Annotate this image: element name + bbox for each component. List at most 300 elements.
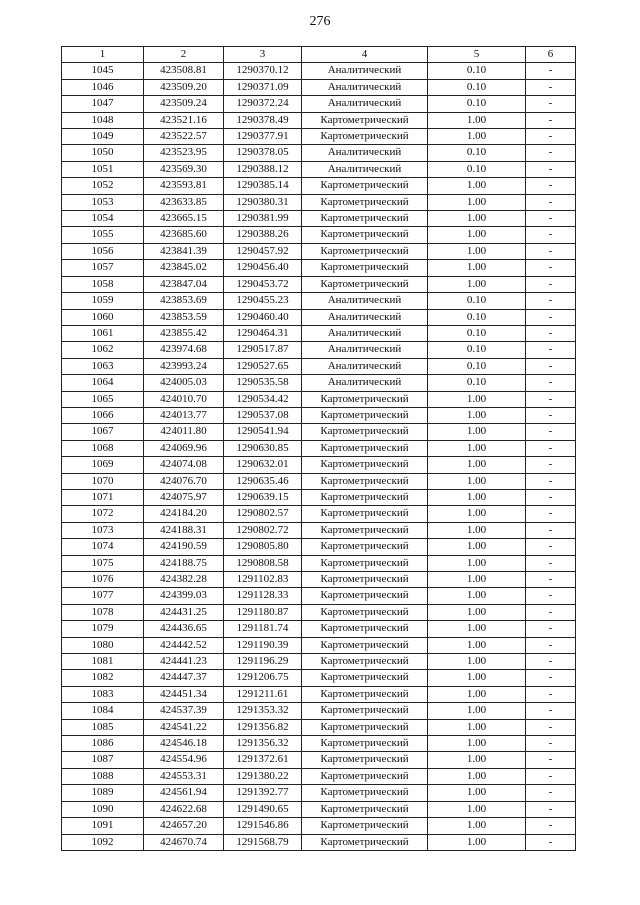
- table-row: [62, 719, 576, 735]
- x-coordinate-cell: 424670.74: [144, 834, 224, 850]
- point-number-cell: 1077: [62, 588, 144, 604]
- note-cell: -: [526, 293, 576, 309]
- table-row: [62, 539, 576, 555]
- x-coordinate-cell: 424184.20: [144, 506, 224, 522]
- page-number: 276: [309, 14, 331, 29]
- x-coordinate-cell: 424546.18: [144, 736, 224, 752]
- accuracy-cell: 1.00: [428, 588, 526, 604]
- y-coordinate-cell: 1291181.74: [224, 621, 302, 637]
- note-cell: -: [526, 96, 576, 112]
- note-cell: -: [526, 194, 576, 210]
- note-cell: -: [526, 325, 576, 341]
- point-number-cell: 1050: [62, 145, 144, 161]
- point-number-cell: 1063: [62, 358, 144, 374]
- accuracy-cell: 1.00: [428, 457, 526, 473]
- y-coordinate-cell: 1290457.92: [224, 243, 302, 259]
- x-coordinate-cell: 423509.24: [144, 96, 224, 112]
- note-cell: -: [526, 391, 576, 407]
- point-number-cell: 1090: [62, 801, 144, 817]
- note-cell: -: [526, 358, 576, 374]
- table-row: [62, 145, 576, 161]
- y-coordinate-cell: 1290388.26: [224, 227, 302, 243]
- x-coordinate-cell: 423569.30: [144, 161, 224, 177]
- table-row: [62, 276, 576, 292]
- y-coordinate-cell: 1290381.99: [224, 211, 302, 227]
- note-cell: -: [526, 834, 576, 850]
- note-cell: -: [526, 703, 576, 719]
- table-row: [62, 79, 576, 95]
- method-cell: Аналитический: [302, 63, 428, 79]
- x-coordinate-cell: 423993.24: [144, 358, 224, 374]
- y-coordinate-cell: 1291180.87: [224, 604, 302, 620]
- table-row: [62, 424, 576, 440]
- y-coordinate-cell: 1291102.83: [224, 572, 302, 588]
- note-cell: -: [526, 457, 576, 473]
- column-header: 2: [144, 47, 224, 63]
- table-row: [62, 161, 576, 177]
- note-cell: -: [526, 654, 576, 670]
- y-coordinate-cell: 1290388.12: [224, 161, 302, 177]
- method-cell: Аналитический: [302, 375, 428, 391]
- method-cell: Картометрический: [302, 276, 428, 292]
- point-number-cell: 1075: [62, 555, 144, 571]
- y-coordinate-cell: 1290805.80: [224, 539, 302, 555]
- point-number-cell: 1079: [62, 621, 144, 637]
- y-coordinate-cell: 1290541.94: [224, 424, 302, 440]
- method-cell: Картометрический: [302, 572, 428, 588]
- accuracy-cell: 0.10: [428, 325, 526, 341]
- x-coordinate-cell: 424013.77: [144, 407, 224, 423]
- point-number-cell: 1056: [62, 243, 144, 259]
- accuracy-cell: 1.00: [428, 276, 526, 292]
- x-coordinate-cell: 424554.96: [144, 752, 224, 768]
- x-coordinate-cell: 424431.25: [144, 604, 224, 620]
- table-body: [62, 63, 576, 851]
- table-row: [62, 112, 576, 128]
- coordinates-table: [61, 46, 576, 851]
- point-number-cell: 1076: [62, 572, 144, 588]
- y-coordinate-cell: 1291190.39: [224, 637, 302, 653]
- x-coordinate-cell: 424190.59: [144, 539, 224, 555]
- table-row: [62, 391, 576, 407]
- column-header: 1: [62, 47, 144, 63]
- y-coordinate-cell: 1290372.24: [224, 96, 302, 112]
- y-coordinate-cell: 1291568.79: [224, 834, 302, 850]
- x-coordinate-cell: 424622.68: [144, 801, 224, 817]
- accuracy-cell: 1.00: [428, 407, 526, 423]
- method-cell: Картометрический: [302, 178, 428, 194]
- table-header: [62, 47, 576, 63]
- y-coordinate-cell: 1290802.57: [224, 506, 302, 522]
- x-coordinate-cell: 423685.60: [144, 227, 224, 243]
- y-coordinate-cell: 1290371.09: [224, 79, 302, 95]
- table-row: [62, 407, 576, 423]
- accuracy-cell: 0.10: [428, 161, 526, 177]
- accuracy-cell: 1.00: [428, 621, 526, 637]
- table-row: [62, 686, 576, 702]
- accuracy-cell: 0.10: [428, 63, 526, 79]
- accuracy-cell: 1.00: [428, 752, 526, 768]
- method-cell: Картометрический: [302, 752, 428, 768]
- point-number-cell: 1067: [62, 424, 144, 440]
- note-cell: -: [526, 178, 576, 194]
- accuracy-cell: 1.00: [428, 539, 526, 555]
- point-number-cell: 1086: [62, 736, 144, 752]
- table-row: [62, 473, 576, 489]
- method-cell: Картометрический: [302, 555, 428, 571]
- method-cell: Аналитический: [302, 358, 428, 374]
- point-number-cell: 1083: [62, 686, 144, 702]
- point-number-cell: 1088: [62, 768, 144, 784]
- note-cell: -: [526, 785, 576, 801]
- note-cell: -: [526, 63, 576, 79]
- method-cell: Картометрический: [302, 260, 428, 276]
- method-cell: Картометрический: [302, 424, 428, 440]
- point-number-cell: 1068: [62, 440, 144, 456]
- x-coordinate-cell: 423845.02: [144, 260, 224, 276]
- method-cell: Аналитический: [302, 293, 428, 309]
- note-cell: -: [526, 112, 576, 128]
- y-coordinate-cell: 1291128.33: [224, 588, 302, 604]
- x-coordinate-cell: 424069.96: [144, 440, 224, 456]
- accuracy-cell: 1.00: [428, 391, 526, 407]
- x-coordinate-cell: 424382.28: [144, 572, 224, 588]
- note-cell: -: [526, 768, 576, 784]
- note-cell: -: [526, 440, 576, 456]
- y-coordinate-cell: 1290527.65: [224, 358, 302, 374]
- point-number-cell: 1071: [62, 489, 144, 505]
- x-coordinate-cell: 424188.31: [144, 522, 224, 538]
- accuracy-cell: 1.00: [428, 194, 526, 210]
- y-coordinate-cell: 1290378.05: [224, 145, 302, 161]
- x-coordinate-cell: 423633.85: [144, 194, 224, 210]
- x-coordinate-cell: 424074.08: [144, 457, 224, 473]
- table-row: [62, 309, 576, 325]
- table-row: [62, 227, 576, 243]
- note-cell: -: [526, 489, 576, 505]
- y-coordinate-cell: 1290385.14: [224, 178, 302, 194]
- x-coordinate-cell: 424447.37: [144, 670, 224, 686]
- table-row: [62, 522, 576, 538]
- table-row: [62, 801, 576, 817]
- table-row: [62, 637, 576, 653]
- y-coordinate-cell: 1290808.58: [224, 555, 302, 571]
- method-cell: Картометрический: [302, 211, 428, 227]
- note-cell: -: [526, 801, 576, 817]
- x-coordinate-cell: 424010.70: [144, 391, 224, 407]
- accuracy-cell: 1.00: [428, 834, 526, 850]
- point-number-cell: 1081: [62, 654, 144, 670]
- note-cell: -: [526, 752, 576, 768]
- note-cell: -: [526, 424, 576, 440]
- method-cell: Картометрический: [302, 227, 428, 243]
- accuracy-cell: 1.00: [428, 637, 526, 653]
- point-number-cell: 1060: [62, 309, 144, 325]
- note-cell: -: [526, 375, 576, 391]
- point-number-cell: 1055: [62, 227, 144, 243]
- x-coordinate-cell: 424188.75: [144, 555, 224, 571]
- x-coordinate-cell: 424005.03: [144, 375, 224, 391]
- accuracy-cell: 1.00: [428, 703, 526, 719]
- note-cell: -: [526, 342, 576, 358]
- x-coordinate-cell: 424442.52: [144, 637, 224, 653]
- point-number-cell: 1092: [62, 834, 144, 850]
- y-coordinate-cell: 1290802.72: [224, 522, 302, 538]
- x-coordinate-cell: 423522.57: [144, 129, 224, 145]
- y-coordinate-cell: 1290456.40: [224, 260, 302, 276]
- accuracy-cell: 0.10: [428, 145, 526, 161]
- y-coordinate-cell: 1291206.75: [224, 670, 302, 686]
- y-coordinate-cell: 1291546.86: [224, 818, 302, 834]
- method-cell: Картометрический: [302, 703, 428, 719]
- accuracy-cell: 0.10: [428, 79, 526, 95]
- method-cell: Картометрический: [302, 112, 428, 128]
- note-cell: -: [526, 211, 576, 227]
- point-number-cell: 1057: [62, 260, 144, 276]
- method-cell: Картометрический: [302, 670, 428, 686]
- method-cell: Картометрический: [302, 194, 428, 210]
- accuracy-cell: 1.00: [428, 211, 526, 227]
- table-row: [62, 736, 576, 752]
- accuracy-cell: 1.00: [428, 522, 526, 538]
- header-row: [62, 47, 576, 63]
- y-coordinate-cell: 1290537.08: [224, 407, 302, 423]
- x-coordinate-cell: 423593.81: [144, 178, 224, 194]
- point-number-cell: 1054: [62, 211, 144, 227]
- note-cell: -: [526, 588, 576, 604]
- point-number-cell: 1073: [62, 522, 144, 538]
- point-number-cell: 1047: [62, 96, 144, 112]
- note-cell: -: [526, 79, 576, 95]
- table-row: [62, 63, 576, 79]
- y-coordinate-cell: 1291211.61: [224, 686, 302, 702]
- note-cell: -: [526, 604, 576, 620]
- method-cell: Аналитический: [302, 79, 428, 95]
- point-number-cell: 1065: [62, 391, 144, 407]
- note-cell: -: [526, 539, 576, 555]
- method-cell: Картометрический: [302, 473, 428, 489]
- note-cell: -: [526, 719, 576, 735]
- note-cell: -: [526, 736, 576, 752]
- x-coordinate-cell: 424441.23: [144, 654, 224, 670]
- point-number-cell: 1089: [62, 785, 144, 801]
- note-cell: -: [526, 686, 576, 702]
- accuracy-cell: 1.00: [428, 572, 526, 588]
- note-cell: -: [526, 407, 576, 423]
- point-number-cell: 1074: [62, 539, 144, 555]
- point-number-cell: 1059: [62, 293, 144, 309]
- table-row: [62, 293, 576, 309]
- method-cell: Картометрический: [302, 457, 428, 473]
- method-cell: Картометрический: [302, 736, 428, 752]
- accuracy-cell: 0.10: [428, 342, 526, 358]
- method-cell: Картометрический: [302, 818, 428, 834]
- note-cell: -: [526, 161, 576, 177]
- table-row: [62, 654, 576, 670]
- method-cell: Картометрический: [302, 621, 428, 637]
- point-number-cell: 1052: [62, 178, 144, 194]
- table-row: [62, 178, 576, 194]
- column-header: 3: [224, 47, 302, 63]
- table-row: [62, 211, 576, 227]
- y-coordinate-cell: 1290517.87: [224, 342, 302, 358]
- accuracy-cell: 0.10: [428, 293, 526, 309]
- y-coordinate-cell: 1290639.15: [224, 489, 302, 505]
- y-coordinate-cell: 1290534.42: [224, 391, 302, 407]
- table-row: [62, 588, 576, 604]
- y-coordinate-cell: 1291490.65: [224, 801, 302, 817]
- method-cell: Картометрический: [302, 539, 428, 555]
- table-row: [62, 243, 576, 259]
- method-cell: Картометрический: [302, 440, 428, 456]
- note-cell: -: [526, 227, 576, 243]
- accuracy-cell: 1.00: [428, 670, 526, 686]
- method-cell: Картометрический: [302, 801, 428, 817]
- y-coordinate-cell: 1290453.72: [224, 276, 302, 292]
- accuracy-cell: 1.00: [428, 260, 526, 276]
- table-row: [62, 670, 576, 686]
- accuracy-cell: 0.10: [428, 375, 526, 391]
- y-coordinate-cell: 1290460.40: [224, 309, 302, 325]
- point-number-cell: 1080: [62, 637, 144, 653]
- note-cell: -: [526, 260, 576, 276]
- table-row: [62, 604, 576, 620]
- note-cell: -: [526, 572, 576, 588]
- table-row: [62, 555, 576, 571]
- y-coordinate-cell: 1290632.01: [224, 457, 302, 473]
- accuracy-cell: 1.00: [428, 555, 526, 571]
- x-coordinate-cell: 423509.20: [144, 79, 224, 95]
- table-row: [62, 129, 576, 145]
- column-header: 5: [428, 47, 526, 63]
- y-coordinate-cell: 1290378.49: [224, 112, 302, 128]
- y-coordinate-cell: 1290370.12: [224, 63, 302, 79]
- x-coordinate-cell: 423974.68: [144, 342, 224, 358]
- x-coordinate-cell: 424011.80: [144, 424, 224, 440]
- point-number-cell: 1046: [62, 79, 144, 95]
- table-row: [62, 785, 576, 801]
- table-row: [62, 489, 576, 505]
- note-cell: -: [526, 309, 576, 325]
- x-coordinate-cell: 424451.34: [144, 686, 224, 702]
- table-row: [62, 342, 576, 358]
- x-coordinate-cell: 423847.04: [144, 276, 224, 292]
- y-coordinate-cell: 1291356.32: [224, 736, 302, 752]
- note-cell: -: [526, 621, 576, 637]
- accuracy-cell: 0.10: [428, 358, 526, 374]
- method-cell: Аналитический: [302, 342, 428, 358]
- accuracy-cell: 1.00: [428, 686, 526, 702]
- accuracy-cell: 1.00: [428, 227, 526, 243]
- method-cell: Картометрический: [302, 407, 428, 423]
- point-number-cell: 1048: [62, 112, 144, 128]
- y-coordinate-cell: 1290630.85: [224, 440, 302, 456]
- x-coordinate-cell: 424657.20: [144, 818, 224, 834]
- note-cell: -: [526, 506, 576, 522]
- method-cell: Картометрический: [302, 719, 428, 735]
- method-cell: Аналитический: [302, 161, 428, 177]
- x-coordinate-cell: 424075.97: [144, 489, 224, 505]
- point-number-cell: 1078: [62, 604, 144, 620]
- y-coordinate-cell: 1290464.31: [224, 325, 302, 341]
- point-number-cell: 1053: [62, 194, 144, 210]
- accuracy-cell: 1.00: [428, 785, 526, 801]
- note-cell: -: [526, 522, 576, 538]
- method-cell: Картометрический: [302, 637, 428, 653]
- method-cell: Картометрический: [302, 588, 428, 604]
- point-number-cell: 1091: [62, 818, 144, 834]
- accuracy-cell: 1.00: [428, 178, 526, 194]
- method-cell: Картометрический: [302, 489, 428, 505]
- point-number-cell: 1084: [62, 703, 144, 719]
- accuracy-cell: 1.00: [428, 736, 526, 752]
- point-number-cell: 1051: [62, 161, 144, 177]
- accuracy-cell: 1.00: [428, 506, 526, 522]
- accuracy-cell: 1.00: [428, 489, 526, 505]
- method-cell: Картометрический: [302, 686, 428, 702]
- x-coordinate-cell: 423508.81: [144, 63, 224, 79]
- method-cell: Аналитический: [302, 145, 428, 161]
- x-coordinate-cell: 424541.22: [144, 719, 224, 735]
- accuracy-cell: 1.00: [428, 604, 526, 620]
- table-row: [62, 440, 576, 456]
- method-cell: Картометрический: [302, 785, 428, 801]
- accuracy-cell: 1.00: [428, 473, 526, 489]
- table-row: [62, 768, 576, 784]
- accuracy-cell: 1.00: [428, 719, 526, 735]
- table-row: [62, 375, 576, 391]
- method-cell: Картометрический: [302, 654, 428, 670]
- note-cell: -: [526, 670, 576, 686]
- y-coordinate-cell: 1290635.46: [224, 473, 302, 489]
- method-cell: Картометрический: [302, 391, 428, 407]
- accuracy-cell: 1.00: [428, 768, 526, 784]
- accuracy-cell: 0.10: [428, 96, 526, 112]
- point-number-cell: 1045: [62, 63, 144, 79]
- note-cell: -: [526, 555, 576, 571]
- column-header: 4: [302, 47, 428, 63]
- method-cell: Картометрический: [302, 604, 428, 620]
- table-row: [62, 194, 576, 210]
- method-cell: Аналитический: [302, 325, 428, 341]
- x-coordinate-cell: 423855.42: [144, 325, 224, 341]
- x-coordinate-cell: 423523.95: [144, 145, 224, 161]
- accuracy-cell: 1.00: [428, 112, 526, 128]
- note-cell: -: [526, 637, 576, 653]
- method-cell: Картометрический: [302, 768, 428, 784]
- x-coordinate-cell: 423841.39: [144, 243, 224, 259]
- table-row: [62, 752, 576, 768]
- accuracy-cell: 1.00: [428, 654, 526, 670]
- y-coordinate-cell: 1291196.29: [224, 654, 302, 670]
- x-coordinate-cell: 423665.15: [144, 211, 224, 227]
- x-coordinate-cell: 424399.03: [144, 588, 224, 604]
- x-coordinate-cell: 424553.31: [144, 768, 224, 784]
- y-coordinate-cell: 1291392.77: [224, 785, 302, 801]
- y-coordinate-cell: 1291353.32: [224, 703, 302, 719]
- table-row: [62, 506, 576, 522]
- x-coordinate-cell: 424537.39: [144, 703, 224, 719]
- accuracy-cell: 0.10: [428, 309, 526, 325]
- x-coordinate-cell: 424076.70: [144, 473, 224, 489]
- method-cell: Аналитический: [302, 96, 428, 112]
- y-coordinate-cell: 1290380.31: [224, 194, 302, 210]
- x-coordinate-cell: 423853.69: [144, 293, 224, 309]
- table-row: [62, 621, 576, 637]
- point-number-cell: 1082: [62, 670, 144, 686]
- table-row: [62, 325, 576, 341]
- point-number-cell: 1072: [62, 506, 144, 522]
